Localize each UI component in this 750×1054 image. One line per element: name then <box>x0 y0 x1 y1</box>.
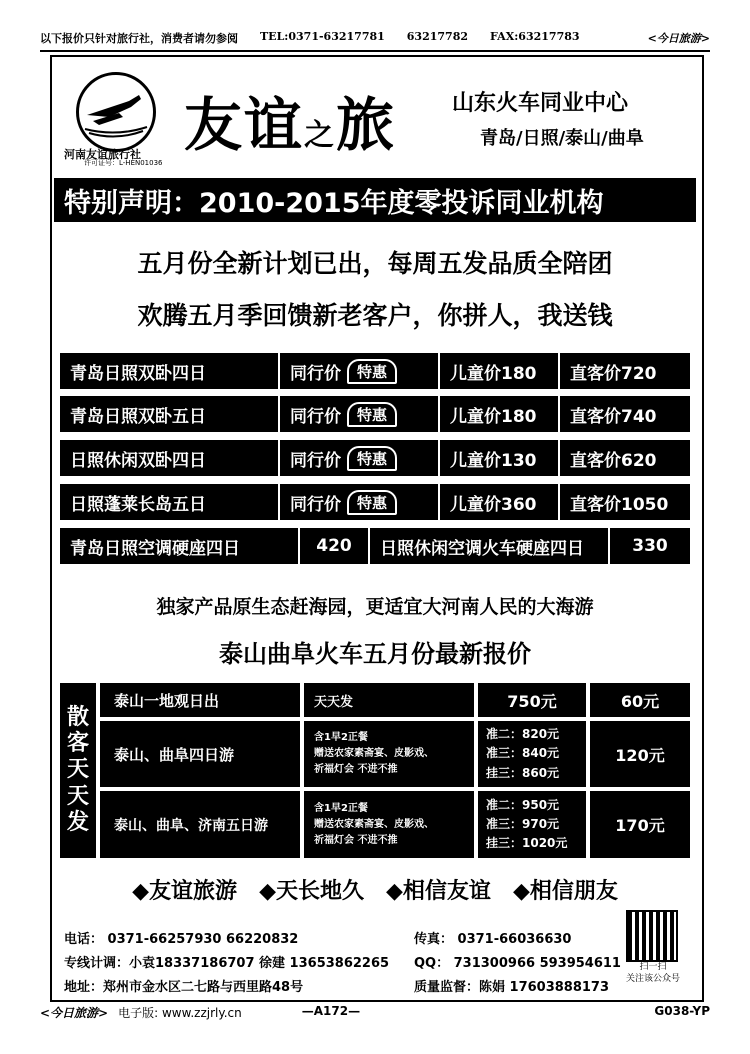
page-number: —A172— <box>301 1004 361 1018</box>
seat-row <box>60 528 690 564</box>
brand-mid: 之 <box>304 118 337 153</box>
slogan: ◆相信友谊 <box>386 878 491 904</box>
direct-price: 直客价740 <box>560 396 690 432</box>
page-code: G038-YP <box>654 1004 710 1018</box>
tour-desc: 天天发 <box>304 683 474 717</box>
slogans <box>0 874 750 905</box>
seat-price-a: 420 <box>300 528 370 564</box>
price-row <box>60 353 690 389</box>
planner: 专线计调：小袁18337186707 徐建 13653862265 <box>64 956 390 971</box>
route-name: 日照蓬莱长岛五日 <box>60 484 280 520</box>
headline-1: 五月份全新计划已出，每周五发品质全陪团 <box>137 249 613 278</box>
brand-title <box>184 78 396 162</box>
route-name: 青岛日照双卧四日 <box>60 353 280 389</box>
paper-name: <今日旅游> <box>40 1006 109 1020</box>
tour-name: 泰山、曲阜、济南五日游 <box>100 791 300 858</box>
brand-main: 友谊 <box>184 91 305 159</box>
special-tag: 特惠 <box>347 446 397 471</box>
top-bar <box>40 30 710 52</box>
center-name: 山东火车同业中心 <box>452 91 629 116</box>
price-row <box>60 484 690 520</box>
tour-price: 750元 <box>478 683 586 717</box>
logo <box>76 72 156 152</box>
tour-desc: 含1早2正餐 赠送农家素斋宴、皮影戏、 祈福灯会 不进不推 <box>304 721 474 787</box>
plane-icon <box>79 75 153 149</box>
bottom-bar <box>40 1004 710 1021</box>
seat-route-a: 青岛日照空调硬座四日 <box>60 528 300 564</box>
child-price: 儿童价360 <box>440 484 560 520</box>
fax: FAX:63217783 <box>490 30 580 43</box>
tagline: 独家产品原生态赶海园，更适宜大河南人民的大海游 <box>156 596 594 618</box>
tour-child-price: 120元 <box>590 721 690 787</box>
tour-name: 泰山一地观日出 <box>100 683 300 717</box>
price-row <box>60 440 690 476</box>
tour-price: 准二：950元 准三：970元 挂三：1020元 <box>478 791 586 858</box>
special-tag: 特惠 <box>347 402 397 427</box>
license: 许可证号：L-HEN01036 <box>84 159 163 167</box>
route-name: 日照休闲双卧四日 <box>60 440 280 476</box>
tour-child-price: 170元 <box>590 791 690 858</box>
slogan: ◆友谊旅游 <box>132 878 238 904</box>
tour-desc: 含1早2正餐 赠送农家素斋宴、皮影戏、 祈福灯会 不进不推 <box>304 791 474 858</box>
peer-price: 同行价 特惠 <box>280 484 440 520</box>
direct-price: 直客价720 <box>560 353 690 389</box>
section-title: 泰山曲阜火车五月份最新报价 <box>219 640 531 668</box>
side-label: 散 客 天 天 发 <box>60 683 96 858</box>
qq: QQ： 731300966 593954611 <box>414 956 621 971</box>
tel: TEL:0371-63217781 <box>260 30 385 43</box>
brand-end: 旅 <box>336 91 397 159</box>
slogan: ◆相信朋友 <box>512 878 618 904</box>
direct-price: 直客价620 <box>560 440 690 476</box>
tour-name: 泰山、曲阜四日游 <box>100 721 300 787</box>
paper-name: <今日旅游> <box>647 32 710 45</box>
tel2: 63217782 <box>406 30 469 43</box>
web-link[interactable]: 电子版: www.zzjrly.cn <box>118 1006 242 1020</box>
direct-price: 直客价1050 <box>560 484 690 520</box>
special-tag: 特惠 <box>347 359 397 384</box>
headline-2: 欢腾五月季回馈新老客户，你拼人，我送钱 <box>137 301 613 330</box>
statement-banner: 特别声明：2010-2015年度零投诉同业机构 <box>54 178 696 222</box>
child-price: 儿童价180 <box>440 396 560 432</box>
tour-price: 准二：820元 准三：840元 挂三：860元 <box>478 721 586 787</box>
slogan: ◆天长地久 <box>259 878 364 904</box>
supervisor: 质量监督：陈娟 17603888173 <box>414 980 610 995</box>
child-price: 儿童价130 <box>440 440 560 476</box>
qr-caption: 扫一扫 关注该公众号 <box>625 962 680 984</box>
agency-name: 河南友谊旅行社 <box>64 148 141 161</box>
qr-code-icon[interactable] <box>626 910 678 962</box>
peer-price: 同行价 特惠 <box>280 353 440 389</box>
tour-child-price: 60元 <box>590 683 690 717</box>
seat-price-b: 330 <box>610 528 690 564</box>
routes: 青岛/日照/泰山/曲阜 <box>480 128 644 149</box>
route-name: 青岛日照双卧五日 <box>60 396 280 432</box>
phone: 电话： 0371-66257930 66220832 <box>64 932 299 947</box>
price-row <box>60 396 690 432</box>
address: 地址：郑州市金水区二七路与西里路48号 <box>64 980 304 995</box>
seat-route-b: 日照休闲空调火车硬座四日 <box>370 528 610 564</box>
peer-price: 同行价 特惠 <box>280 440 440 476</box>
notice: 以下报价只针对旅行社，消费者请勿参阅 <box>40 32 238 45</box>
peer-price: 同行价 特惠 <box>280 396 440 432</box>
fax: 传真： 0371-66036630 <box>414 932 572 947</box>
special-tag: 特惠 <box>347 490 397 515</box>
child-price: 儿童价180 <box>440 353 560 389</box>
